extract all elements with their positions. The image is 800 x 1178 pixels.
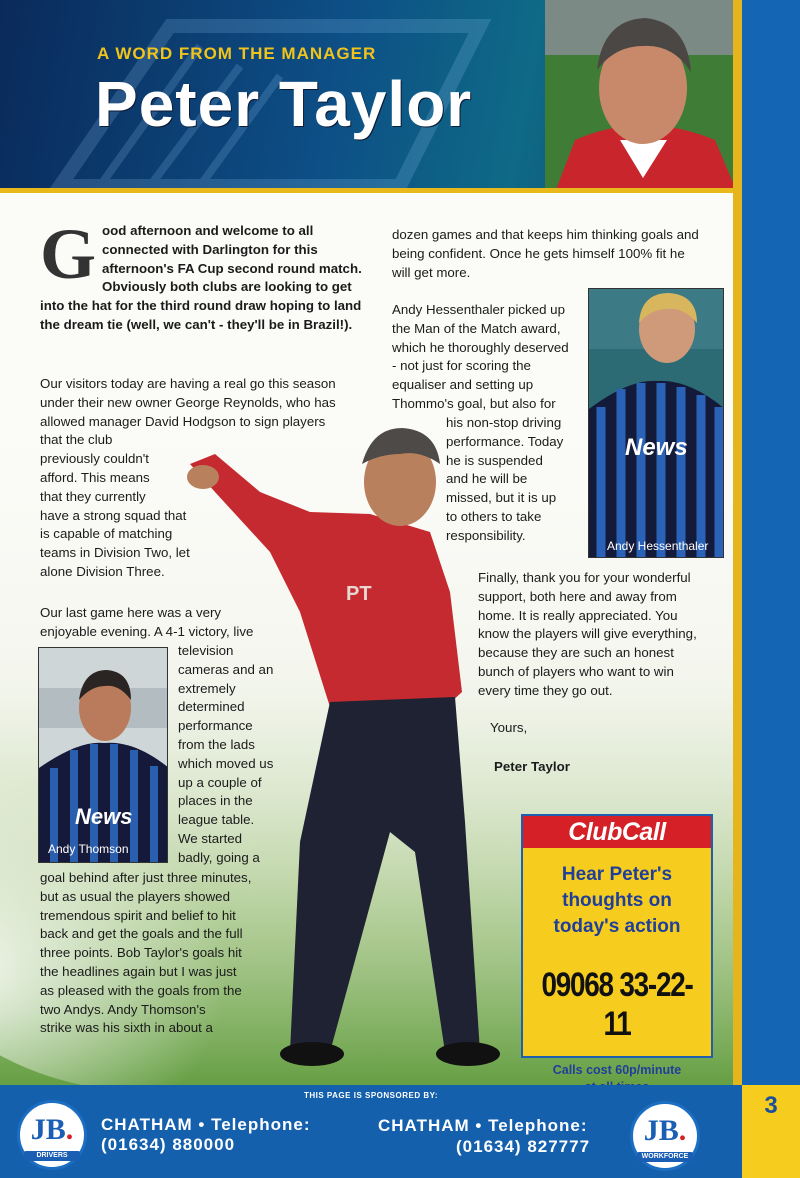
header-gold-rule: [0, 188, 742, 193]
signoff: Yours,: [490, 720, 528, 735]
text-line: two Andys. Andy Thomson's: [40, 1001, 206, 1017]
paragraph-last-game-narrow: [178, 642, 288, 868]
text-line: is capable of matching: [40, 526, 173, 542]
jb-drivers-logo: JB. DRIVERS: [17, 1100, 87, 1170]
footer-left-line2: (01634) 880000: [101, 1135, 236, 1154]
paragraph-dozen-games: [392, 226, 737, 282]
drop-cap: G: [40, 214, 97, 294]
logo-sub-drivers: DRIVERS: [24, 1151, 80, 1161]
text-line: every time they go out.: [478, 682, 613, 698]
text-line: support, both here and away from: [478, 588, 677, 604]
text-line: thoughts on: [562, 890, 672, 911]
lead-text: ood afternoon and welcome to all connected with Darlington for this afternoon's FA Cup second round match. Obviously both clubs are looking to get into the hat for the third round draw hoping to land the dream tie (well, we can't - they'll be in Brazil!).: [40, 223, 362, 332]
text-line: extremely: [178, 680, 236, 696]
text-line: home. It is really appreciated. You: [478, 607, 678, 623]
page-number: 3: [764, 1092, 778, 1119]
text-line: enjoyable evening. A 4-1 victory, live: [40, 623, 254, 639]
paragraph-thanks: [478, 569, 733, 701]
text-line: responsibility.: [446, 527, 526, 543]
text-line: missed, but it is up: [446, 490, 557, 506]
paragraph-last-game-top: [40, 604, 370, 642]
text-line: allowed manager David Hodgson to sign players: [40, 413, 326, 429]
text-line: from the lads: [178, 736, 255, 752]
clubcall-message: [523, 862, 711, 940]
andy-thomson-photo: [38, 647, 168, 863]
text-line: television: [178, 643, 234, 658]
paragraph-last-game-bottom: [40, 869, 310, 1038]
logo-text: JB: [30, 1113, 66, 1146]
text-line: teams in Division Two, let: [40, 545, 190, 561]
text-line: to others to take: [446, 508, 542, 524]
text-line: back and get the goals and the full: [40, 926, 243, 942]
andy-thomson-caption: Andy Thomson: [48, 842, 129, 856]
footer-right-line1: CHATHAM • Telephone:: [378, 1116, 588, 1135]
shirt-sponsor-text: News: [625, 434, 688, 461]
text-line: We started: [178, 830, 243, 846]
andy-hessenthaler-caption: Andy Hessenthaler: [607, 539, 709, 553]
clubcall-phone: 09068 33-22-11: [541, 966, 693, 1043]
text-line: afford. This means: [40, 469, 150, 485]
text-line: the Man of the Match award,: [392, 320, 561, 336]
text-line: Andy Hessenthaler picked up: [392, 302, 565, 317]
paragraph-hessenthaler-top: [392, 301, 592, 414]
text-line: alone Division Three.: [40, 563, 165, 579]
signature: Peter Taylor: [494, 759, 570, 774]
footer-right-line2: (01634) 827777: [456, 1137, 591, 1156]
text-line: dozen games and that keeps him thinking goals and: [392, 227, 699, 242]
text-line: three points. Bob Taylor's goals hit: [40, 945, 242, 961]
text-line: Our visitors today are having a real go this season: [40, 376, 336, 391]
text-line: - not just for scoring the: [392, 358, 531, 374]
text-line: Thommo's goal, but also for: [392, 395, 556, 411]
jersey-initials: PT: [346, 583, 372, 605]
text-line: Hear Peter's: [561, 864, 673, 885]
paragraph-hessenthaler-indent: [446, 414, 591, 546]
text-line: that they currently: [40, 488, 146, 504]
text-line: but as usual the players showed: [40, 888, 230, 904]
text-line: up a couple of: [178, 774, 262, 790]
logo-sub-workforce: WORKFORCE: [637, 1152, 693, 1162]
text-line: that the club: [40, 432, 113, 448]
clubcall-logo: ClubCall: [523, 816, 711, 848]
text-line: league table.: [178, 812, 255, 828]
clubcall-advert: [521, 814, 713, 1077]
text-line: previously couldn't: [40, 451, 149, 467]
paragraph-visitors: [40, 375, 370, 582]
lead-paragraph: [40, 214, 366, 335]
text-line: places in the: [178, 793, 253, 809]
sponsor-label: THIS PAGE IS SPONSORED BY:: [303, 1091, 439, 1100]
text-line: Calls cost 60p/minute: [552, 1063, 682, 1077]
header-banner: [0, 0, 742, 192]
text-line: and he will be: [446, 471, 528, 487]
jb-workforce-logo: JB. WORKFORCE: [630, 1101, 700, 1171]
logo-text: JB: [643, 1114, 679, 1147]
text-line: his non-stop driving: [446, 415, 562, 430]
text-line: Our last game here was a very: [40, 605, 222, 620]
text-line: will get more.: [392, 264, 471, 280]
andy-hessenthaler-photo: [588, 288, 724, 558]
text-line: have a strong squad that: [40, 507, 187, 523]
page-title: Peter Taylor: [95, 68, 473, 140]
text-line: badly, going a: [178, 849, 260, 865]
text-line: under their new owner George Reynolds, who has: [40, 394, 336, 410]
text-line: strike was his sixth in about a: [40, 1020, 213, 1036]
text-line: the headlines again but I was just: [40, 963, 237, 979]
footer-left-line1: CHATHAM • Telephone:: [101, 1115, 311, 1134]
text-line: equaliser and setting up: [392, 377, 534, 393]
text-line: determined: [178, 699, 245, 715]
side-blue-band: [742, 0, 800, 1085]
text-line: which moved us: [178, 755, 274, 771]
text-line: being confident. Once he gets himself 100% fit he: [392, 245, 685, 261]
text-line: performance: [178, 718, 253, 734]
text-line: which he thoroughly deserved: [392, 339, 569, 355]
text-line: he is suspended: [446, 452, 543, 468]
text-line: cameras and an: [178, 661, 274, 677]
text-line: bunch of players who want to win: [478, 663, 674, 679]
text-line: as pleased with the goals from the: [40, 982, 242, 998]
text-line: performance. Today: [446, 433, 564, 449]
text-line: because they are such an honest: [478, 645, 674, 661]
text-line: today's action: [553, 916, 681, 937]
header-kicker: A WORD FROM THE MANAGER: [97, 44, 377, 63]
text-line: goal behind after just three minutes,: [40, 870, 252, 885]
text-line: know the players will give everything,: [478, 626, 697, 642]
text-line: Finally, thank you for your wonderful: [478, 570, 691, 585]
text-line: tremendous spirit and belief to hit: [40, 907, 236, 923]
manager-portrait-photo: [545, 0, 742, 192]
side-gold-stripe: [733, 0, 742, 1085]
shirt-sponsor-text: News: [75, 804, 133, 829]
